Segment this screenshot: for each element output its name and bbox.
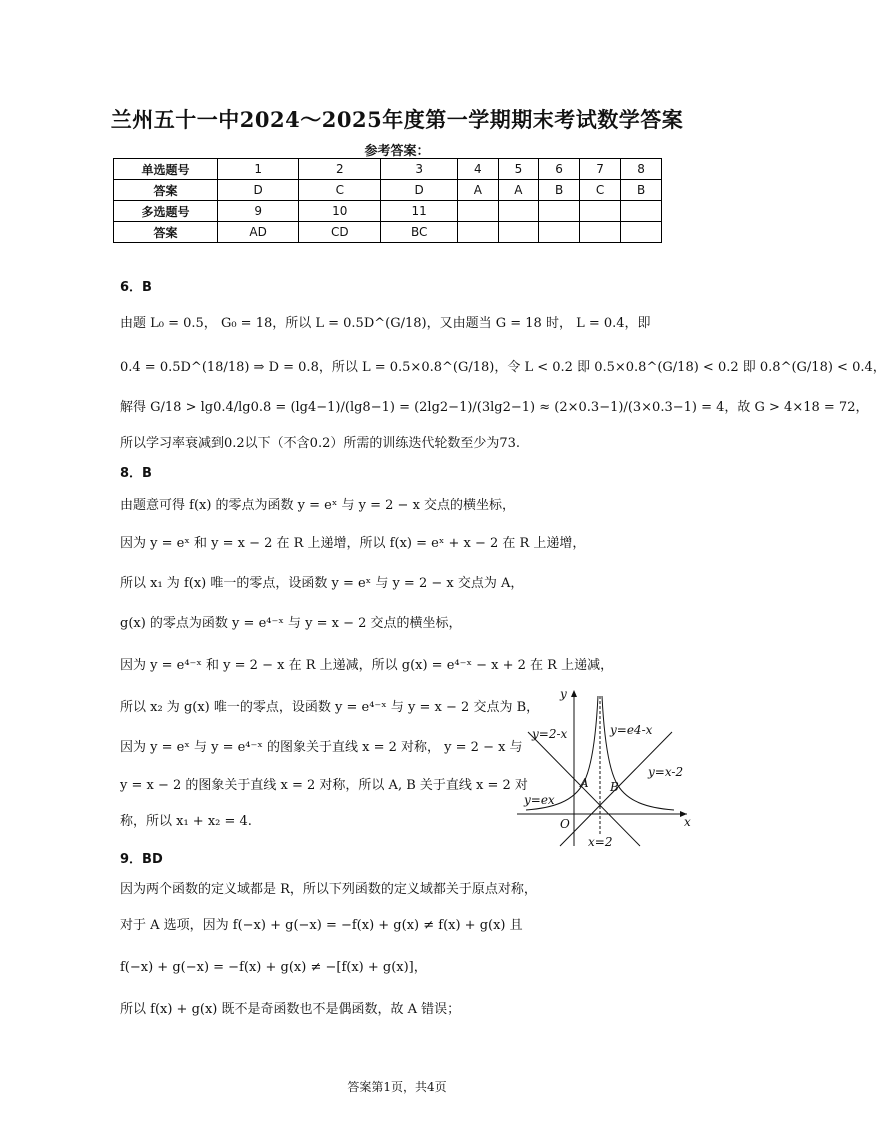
label-2-minus-x: y=2-x	[532, 727, 568, 741]
table-cell: C	[579, 180, 620, 201]
table-cell	[498, 201, 539, 222]
label-ex: y=ex	[524, 793, 555, 807]
q9-line: 对于 A 选项，因为 f(−x) + g(−x) = −f(x) + g(x) ≠ f(x) + g(x) 且	[120, 918, 523, 933]
table-row	[114, 222, 662, 243]
y-axis-arrow	[571, 690, 577, 697]
table-cell: CD	[299, 222, 381, 243]
table-cell: C	[299, 180, 381, 201]
answers-heading: 参考答案：	[364, 144, 430, 159]
label-x-minus-2: y=x-2	[648, 765, 684, 779]
q8-line: y = x − 2 的图象关于直线 x = 2 对称，所以 A, B 关于直线 x = 2 对	[120, 778, 528, 793]
q9-label: 9．BD	[120, 852, 163, 867]
table-cell: 6	[539, 159, 580, 180]
table-row	[114, 201, 662, 222]
q8-line: 因为 y = e⁴⁻ˣ 和 y = 2 − x 在 R 上递减，所以 g(x) = e⁴⁻ˣ − x + 2 在 R 上递减，	[120, 658, 614, 673]
q6-line: 所以学习率衰减到0.2以下（不含0.2）所需的训练迭代轮数至少为73.	[120, 436, 521, 451]
table-cell: 9	[218, 201, 299, 222]
table-cell: 7	[579, 159, 620, 180]
function-graph	[512, 686, 702, 852]
page-footer: 答案第1页，共4页	[347, 1080, 447, 1094]
table-cell: D	[381, 180, 458, 201]
q8-line: 所以 x₁ 为 f(x) 唯一的零点，设函数 y = eˣ 与 y = 2 − x 交点为 A，	[120, 576, 524, 591]
table-cell: 答案	[114, 180, 218, 201]
q6-line: 解得 G/18 > lg0.4/lg0.8 = (lg4−1)/(lg8−1) = (2lg2−1)/(3lg2−1) ≈ (2×0.3−1)/(3×0.3−1) = 4，故 G > 4×18 = 72，	[120, 400, 869, 415]
q8-line: 因为 y = eˣ 与 y = e⁴⁻ˣ 的图象关于直线 x = 2 对称， y = 2 − x 与	[120, 740, 523, 755]
table-cell: 3	[381, 159, 458, 180]
table-cell: B	[621, 180, 662, 201]
table-cell	[458, 201, 499, 222]
table-cell	[498, 222, 539, 243]
y-axis-label: y	[560, 687, 567, 701]
q8-line: 由题意可得 f(x) 的零点为函数 y = eˣ 与 y = 2 − x 交点的横坐标，	[120, 498, 516, 513]
table-cell: D	[218, 180, 299, 201]
table-cell: 答案	[114, 222, 218, 243]
q9-line: 因为两个函数的定义域都是 R，所以下列函数的定义域都关于原点对称，	[120, 882, 537, 897]
table-cell: 1	[218, 159, 299, 180]
origin-label: O	[560, 817, 570, 831]
x-axis-label: x	[684, 815, 691, 829]
point-b-label: B	[610, 780, 619, 794]
q6-line: 0.4 = 0.5D^(18/18) ⇒ D = 0.8，所以 L = 0.5×0.8^(G/18)，令 L < 0.2 即 0.5×0.8^(G/18) < 0.2 即 0.8^(G/18) < 0.4，	[120, 360, 886, 375]
answer-table	[113, 158, 662, 243]
point-a-label: A	[580, 776, 589, 790]
table-cell: A	[458, 180, 499, 201]
table-row	[114, 180, 662, 201]
table-cell: BC	[381, 222, 458, 243]
q8-label: 8．B	[120, 466, 152, 481]
table-cell: 11	[381, 201, 458, 222]
table-cell: 多选题号	[114, 201, 218, 222]
table-cell: 4	[458, 159, 499, 180]
table-cell	[458, 222, 499, 243]
x2-label: x=2	[588, 835, 613, 849]
table-cell	[539, 222, 580, 243]
q9-line: f(−x) + g(−x) = −f(x) + g(x) ≠ −[f(x) + g(x)]，	[120, 960, 427, 975]
table-cell	[579, 222, 620, 243]
table-cell: 8	[621, 159, 662, 180]
label-e4-x: y=e4-x	[610, 723, 653, 737]
table-cell: AD	[218, 222, 299, 243]
q8-line: 称，所以 x₁ + x₂ = 4.	[120, 814, 252, 829]
q8-line: 所以 x₂ 为 g(x) 唯一的零点，设函数 y = e⁴⁻ˣ 与 y = x − 2 交点为 B，	[120, 700, 540, 715]
table-cell	[621, 222, 662, 243]
q8-line: g(x) 的零点为函数 y = e⁴⁻ˣ 与 y = x − 2 交点的横坐标，	[120, 616, 462, 631]
table-cell: B	[539, 180, 580, 201]
table-cell: 5	[498, 159, 539, 180]
table-cell: 10	[299, 201, 381, 222]
q6-line: 由题 L₀ = 0.5， G₀ = 18，所以 L = 0.5D^(G/18)，又由题当 G = 18 时， L = 0.4，即	[120, 316, 651, 331]
page-title: 兰州五十一中2024～2025年度第一学期期末考试数学答案	[110, 107, 684, 132]
q6-label: 6．B	[120, 280, 152, 295]
table-cell	[539, 201, 580, 222]
q8-line: 因为 y = eˣ 和 y = x − 2 在 R 上递增，所以 f(x) = eˣ + x − 2 在 R 上递增，	[120, 536, 586, 551]
table-cell	[579, 201, 620, 222]
table-cell: A	[498, 180, 539, 201]
table-cell: 单选题号	[114, 159, 218, 180]
q9-line: 所以 f(x) + g(x) 既不是奇函数也不是偶函数，故 A 错误；	[120, 1002, 461, 1017]
table-cell	[621, 201, 662, 222]
table-cell: 2	[299, 159, 381, 180]
table-row	[114, 159, 662, 180]
